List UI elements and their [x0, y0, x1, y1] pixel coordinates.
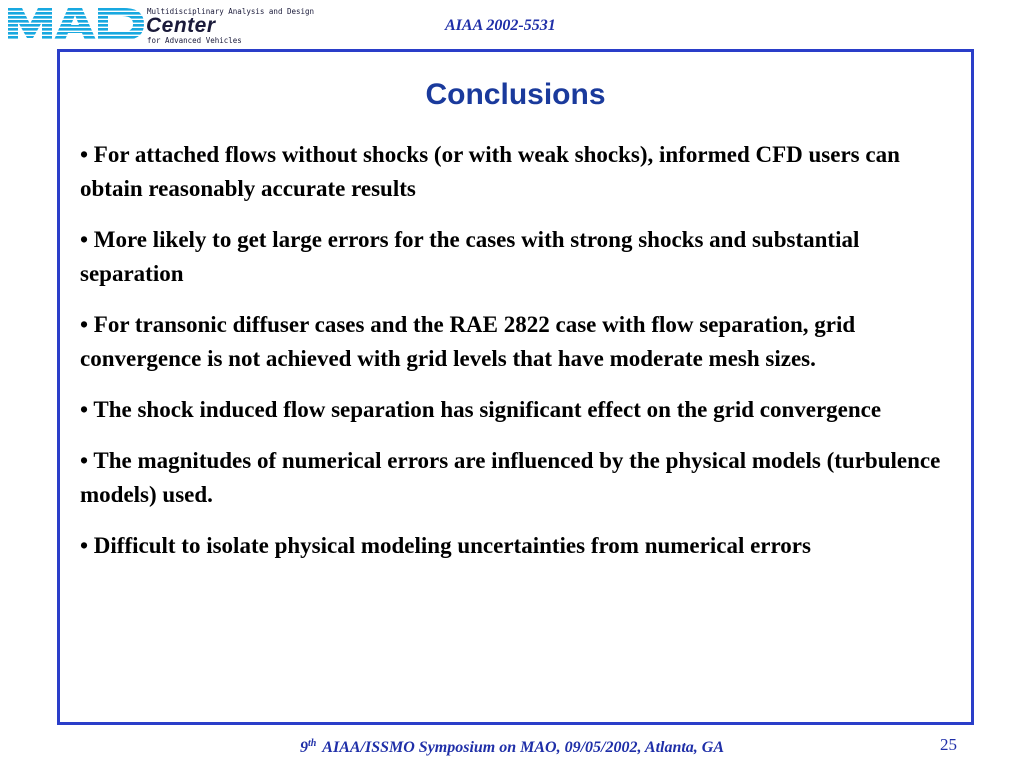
- bullet-item: • The shock induced flow separation has significant effect on the grid convergence: [80, 397, 882, 422]
- slide-title: Conclusions: [425, 78, 606, 111]
- content-frame: [57, 49, 974, 725]
- bullet-item: • Difficult to isolate physical modeling uncertainties from numerical errors: [80, 533, 811, 558]
- bullet-item: • For transonic diffuser cases and the RAE 2822 case with flow separation, grid convergence is not achieved with grid levels that have moderate mesh sizes.: [80, 312, 856, 371]
- footer-text: AIAA/ISSMO Symposium on MAO, 09/05/2002, Atlanta, GA: [322, 739, 725, 756]
- footer-edition-suffix: th: [307, 738, 317, 749]
- footer-edition: 9: [299, 739, 308, 756]
- bullet-item: • For attached flows without shocks (or with weak shocks), informed CFD users can obtain reasonably accurate results: [80, 142, 900, 201]
- logo-line-2: Center: [146, 14, 216, 37]
- logo-line-3: for Advanced Vehicles: [147, 36, 242, 45]
- paper-id: AIAA 2002-5531: [445, 17, 556, 34]
- mad-center-logo: [6, 4, 315, 45]
- bullet-list: [80, 138, 950, 580]
- bullet-item: • The magnitudes of numerical errors are influenced by the physical models (turbulence models) used.: [80, 448, 941, 507]
- logo-line-1: Multidisciplinary Analysis and Design: [147, 7, 315, 16]
- mad-logo-mark: [6, 4, 146, 44]
- page-number: 25: [940, 735, 957, 754]
- footer: [0, 738, 1024, 757]
- bullet-item: • More likely to get large errors for the cases with strong shocks and substantial separation: [80, 227, 860, 286]
